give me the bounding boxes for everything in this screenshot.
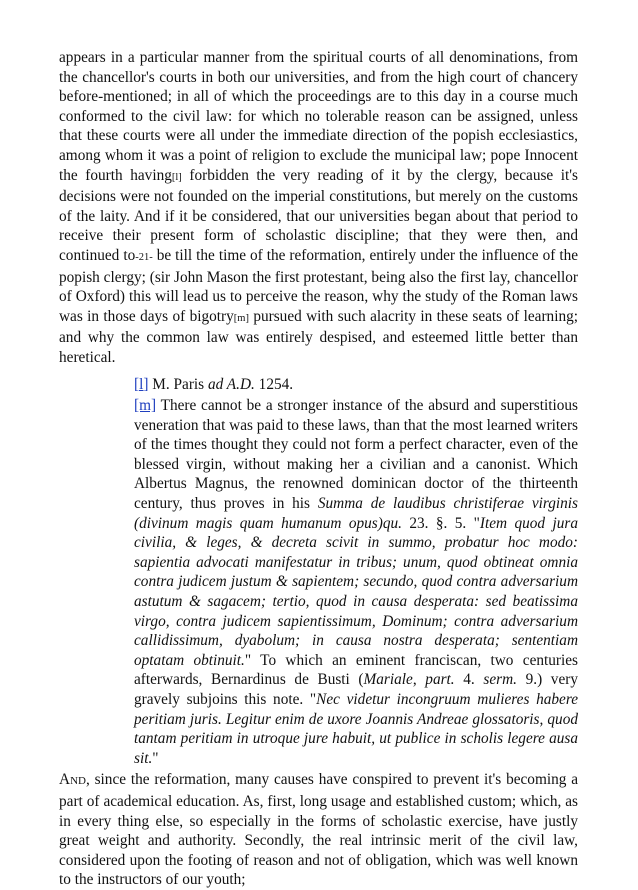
text-run: , [412,671,426,689]
footnote-l-link[interactable]: [l] [134,375,149,393]
text-run: There cannot be a stronger instance of the absurd and superstitious veneration that was paid to these laws, than that the most learned writers of the times thought they could not form a perfect character, even of the blessed virgin, without making her a civilian and a canonist. Which Albertus Magnus, the renowned dominican doctor of the thirteenth century, thus proves in his [134,397,578,513]
footnote-l [134,375,578,395]
italic-run: Nec videtur incongruum mulieres habere peritiam juris. Legitur enim de uxore Joannis Andreae glossatoris, quod tantam peritiam in utroque jure habuit, ut publice in scholis legere ausa sit. [134,691,578,767]
italic-run: serm. [483,671,517,689]
page-marker: -21- [135,251,153,263]
small-caps: ND [70,775,86,788]
text-run: 9.) very gravely subjoins this note. " [134,671,578,708]
drop-cap: A [59,771,71,789]
italic-run: Mariale [363,671,413,689]
footnote-ref-m[interactable]: [m] [233,312,249,324]
text-run: " [152,749,159,767]
text-run: be till the time of the reformation, entirely under the influence of the popish clergy; (sir John Mason the first protestant, being also the first lay, chancellor of Oxford) this will lead us to perceive the reason, why the study of the Roman laws was in those days of bigotry [59,246,579,325]
footnote-m [134,396,578,768]
text-run: 4. [454,671,484,689]
italic-run: Item quod jura civilia, & leges, & decreta scivit in summo, probatur hoc modo: sapientia advocati manifestatur in tribus; unum, quod obtineat omnia contra judicem justum & sapientem; secundo, quod contra adversarium astutum & sagacem; tertio, quod in causa desperata: sed beatissima virgo, contra judicem sapientissimum, Dominum; contra adversarium callidissimum, dyabolum; in causa nostra desperata; sententiam optatam obtinuit. [134,514,578,669]
italic-run: ad A.D. [207,375,255,393]
text-run: 1254. [254,375,294,393]
italic-run: part. [425,671,455,689]
second-paragraph [59,770,578,890]
text-run: " To which an eminent franciscan, two centuries afterwards, Bernardinus de Busti ( [134,651,578,689]
footnote-m-link[interactable]: [m] [134,397,157,415]
main-paragraph [59,48,578,368]
text-run: , since the reformation, many causes have conspired to prevent it's becoming a part of academical education. As, first, long usage and established custom; which, as in every thing else, so especially in the forms of scholastic exercise, have justly great weight and authority. Secondly, the real intrinsic merit of the civil law, considered upon the footing of reason and not of obligation, which was well known to the instructors of our youth; [59,771,578,889]
text-run: appears in a particular manner from the spiritual courts of all denominations, from the chancellor's courts in both our universities, and from the high court of chancery before-mentioned; in all of which the proceedings are to this day in a course much conformed to the civil law: for which no tolerable reason can be assigned, unless that these courts were all under the immediate direction of the popish ecclesiastics, among whom it was a point of religion to exclude the municipal law; pope Innocent the fourth having [59,49,578,184]
text-run: M. Paris [148,375,208,393]
document-page [59,48,578,890]
text-run: pursued with such alacrity in these seats of learning; and why the common law was entirely despised, and esteemed little better than heretical. [59,307,578,366]
italic-run: Summa de laudibus christiferae virginis (divinum magis quam humanum opus) [134,495,578,532]
text-run: 23. §. 5. " [401,514,480,532]
footnote-ref-l[interactable]: [l] [171,171,182,183]
text-run: forbidden the very reading of it by the clergy, because it's decisions were not founded on the imperial constitutions, but merely on the customs of the laity. And if it be considered, that our universities began about that period to receive their present form of scholastic discipline; that they were then, and continued to [59,166,579,264]
italic-run: qu. [382,514,402,532]
